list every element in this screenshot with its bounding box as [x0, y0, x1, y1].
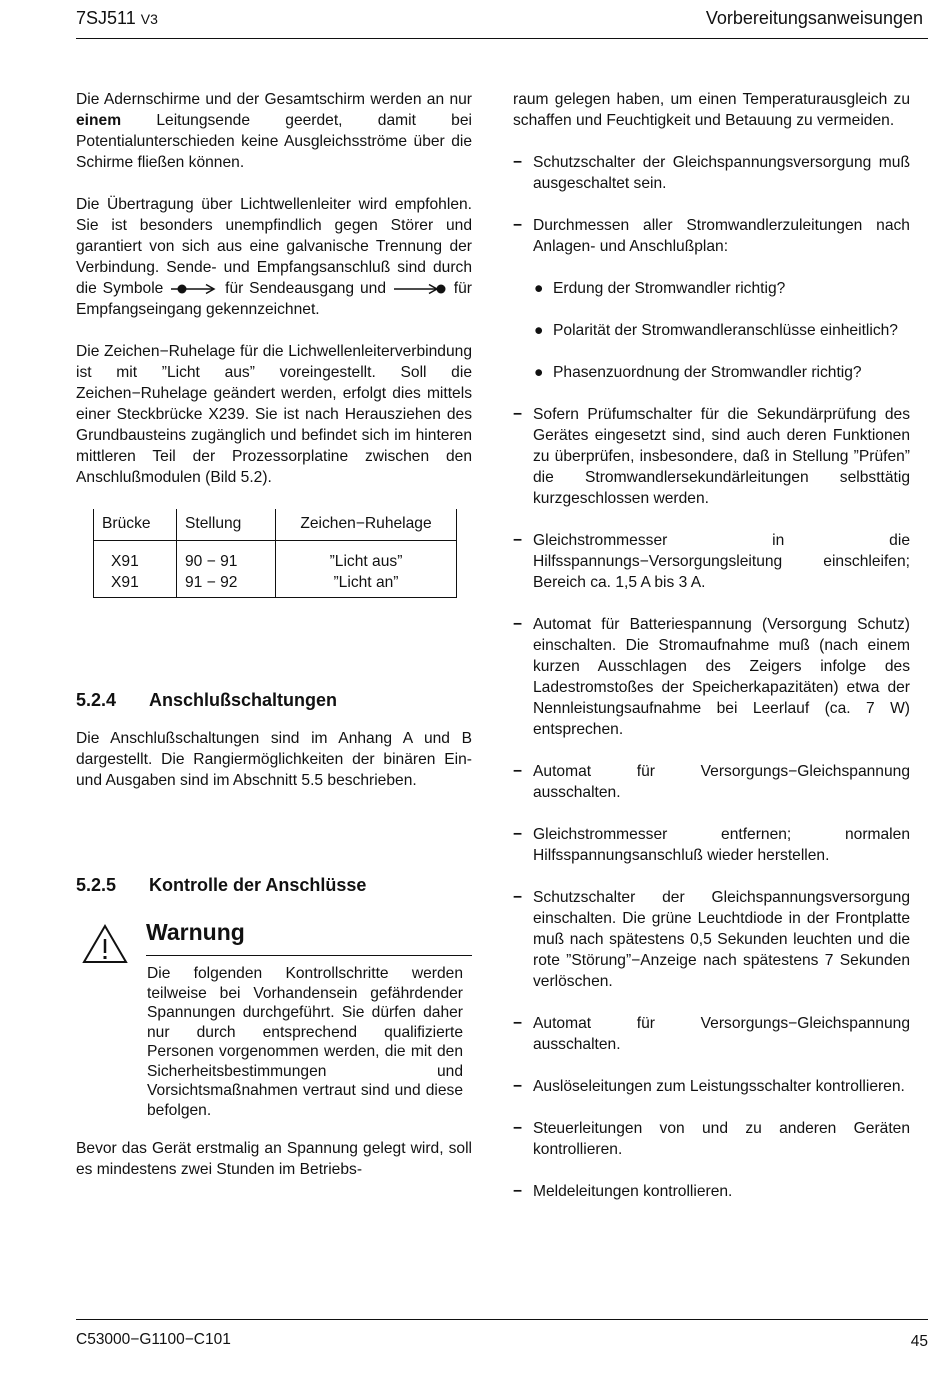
list-item: − Gleichstrommesser entfernen; normalen Hilfsspannungsanschluß wieder herstellen.: [513, 826, 910, 864]
warning-rule: [146, 955, 472, 956]
list-item: − Auslöseleitungen zum Leistungsschalter kontrollieren.: [513, 1078, 905, 1095]
right-column: [513, 89, 910, 1223]
header-rule: [76, 38, 928, 39]
list-item: − Gleichstrommesser in die Hilfsspannungs−Versorgungsleitung einschleifen; Bereich ca. 1,5 A bis 3 A.: [513, 532, 910, 591]
bullet-dot-icon: ●: [534, 280, 544, 297]
list-item: − Durchmessen aller Stromwandlerzuleitungen nach Anlagen- und Anschlußplan: ● Erdung der Stromwandler richtig? ● Polarität der Stromwandleranschlüsse einheitlich? ● Phasenzuordnung der Stromwandler richtig?: [513, 217, 910, 381]
bullet-list: [533, 278, 910, 383]
list-item: − Schutzschalter der Gleichspannungsversorgung einschalten. Die grüne Leuchtdiode in der Frontplatte muß nach spätestens 0,5 Sekunden leuchten und die rote ”Störung”−Anzeige nach spätestens 7 Sekunden verlöschen.: [513, 889, 910, 990]
warning-text: Die folgenden Kontrollschritte werden teilweise bei Vorhandensein gefährdender Spannungen durchgeführt. Sie dürfen daher nur durch entsprechend qualifizierte Personen vorgenommen werden, die mit den Sicherheitsbestimmungen und Vorsichtsmaßnahmen vertraut sind und diese befolgen.: [147, 965, 463, 1119]
warning-box: [76, 919, 472, 1132]
list-item: − Sofern Prüfumschalter für die Sekundärprüfung des Gerätes eingesetzt sind, sind auch deren Funktionen zu überprüfen, insbesondere, daß in Stellung ”Prüfen” die Stromwandlersekundärleitungen selbsttätig kurzgeschlossen werden.: [513, 406, 910, 507]
page-number: 45: [910, 1333, 928, 1350]
paragraph-before-voltage: Bevor das Gerät erstmalig an Spannung gelegt wird, soll es mindestens zwei Stunden im Betriebs-: [76, 1140, 472, 1178]
table-header-bruecke: Brücke: [94, 509, 177, 541]
document-number: C53000−G1100−C101: [76, 1331, 231, 1348]
table-row: X91 91 − 92 ”Licht an”: [94, 572, 457, 598]
emphasis-einem: einem: [76, 112, 122, 129]
warning-triangle-icon: [82, 924, 128, 964]
paragraph-fiber-optics: Die Übertragung über Lichtwellenleiter wird empfohlen. Sie ist besonders unempfindlich gegen Störer und garantiert von sich aus eine galvanische Trennung der Verbindung. Sende- und Empfangsanschluß sind durch die Symbole für Sendeausgang und für Empfangseingang gekennzeichnet.: [76, 196, 472, 318]
list-item: − Meldeleitungen kontrollieren.: [513, 1183, 733, 1200]
warning-title: Warnung: [146, 919, 245, 945]
bullet-item: ● Polarität der Stromwandleranschlüsse einheitlich?: [534, 322, 898, 339]
checklist: [513, 152, 910, 1202]
list-item: − Schutzschalter der Gleichspannungsversorgung muß ausgeschaltet sein.: [513, 154, 910, 192]
header-chapter: Vorbereitungsanweisungen: [705, 8, 923, 28]
left-column: [76, 89, 472, 1180]
model-number: 7SJ511: [76, 8, 136, 28]
table-row: X91 90 − 91 ”Licht aus”: [94, 541, 457, 573]
table-header-stellung: Stellung: [177, 509, 276, 541]
paragraph-continuation: raum gelegen haben, um einen Temperaturausgleich zu schaffen und Feuchtigkeit und Betauung zu vermeiden.: [513, 91, 910, 129]
header-model: [76, 8, 158, 30]
version: V3: [140, 11, 158, 27]
table-header-ruhelage: Zeichen−Ruhelage: [276, 509, 457, 541]
jumper-table: [93, 509, 457, 598]
bullet-item: ● Phasenzuordnung der Stromwandler richtig?: [534, 364, 862, 381]
section-heading-525: 5.2.5 Kontrolle der Anschlüsse: [76, 875, 367, 895]
paragraph-rest-position: Die Zeichen−Ruhelage für die Lichwellenleiterverbindung ist mit ”Licht aus” voreingestellt. Soll die Zeichen−Ruhelage geändert werden, erfolgt dies mittels einer Steckbrücke X239. Sie ist nach Herausziehen des Grundbausteins zugänglich und befindet sich im hinteren mittleren Teil der Prozessorplatine zwischen den Anschlußmodulen (Bild 5.2).: [76, 343, 472, 486]
paragraph-shielding: Die Adernschirme und der Gesamtschirm werden an nur einem Leitungsende geerdet, damit bei Potentialunterschieden keine Ausgleichsströme über die Schirme fließen können.: [76, 91, 472, 171]
list-item: − Automat für Versorgungs−Gleichspannung ausschalten.: [513, 763, 910, 801]
list-item: − Automat für Batteriespannung (Versorgung Schutz) einschalten. Die Stromaufnahme muß (nach einem kurzen Ausschlagen des Zeigers infolge des Ladestromstoßes der Speicherkapazitäten) etwa der Nennleistungsaufnahme bei Leerlauf (ca. 7 W) entsprechen.: [513, 616, 910, 738]
bullet-dot-icon: ●: [534, 364, 544, 381]
section-heading-524: 5.2.4 Anschlußschaltungen: [76, 690, 338, 710]
paragraph-connections: Die Anschlußschaltungen sind im Anhang A und B dargestellt. Die Rangiermöglichkeiten der binären Ein- und Ausgaben sind im Abschnitt 5.5 beschrieben.: [76, 730, 472, 789]
list-item: − Automat für Versorgungs−Gleichspannung ausschalten.: [513, 1015, 910, 1053]
list-item: − Steuerleitungen von und zu anderen Geräten kontrollieren.: [513, 1120, 910, 1158]
bullet-dot-icon: ●: [534, 322, 544, 339]
footer-rule: [76, 1319, 928, 1320]
receive-symbol-icon: [392, 283, 448, 295]
bullet-item: ● Erdung der Stromwandler richtig?: [534, 280, 786, 297]
transmit-symbol-icon: [169, 283, 219, 295]
